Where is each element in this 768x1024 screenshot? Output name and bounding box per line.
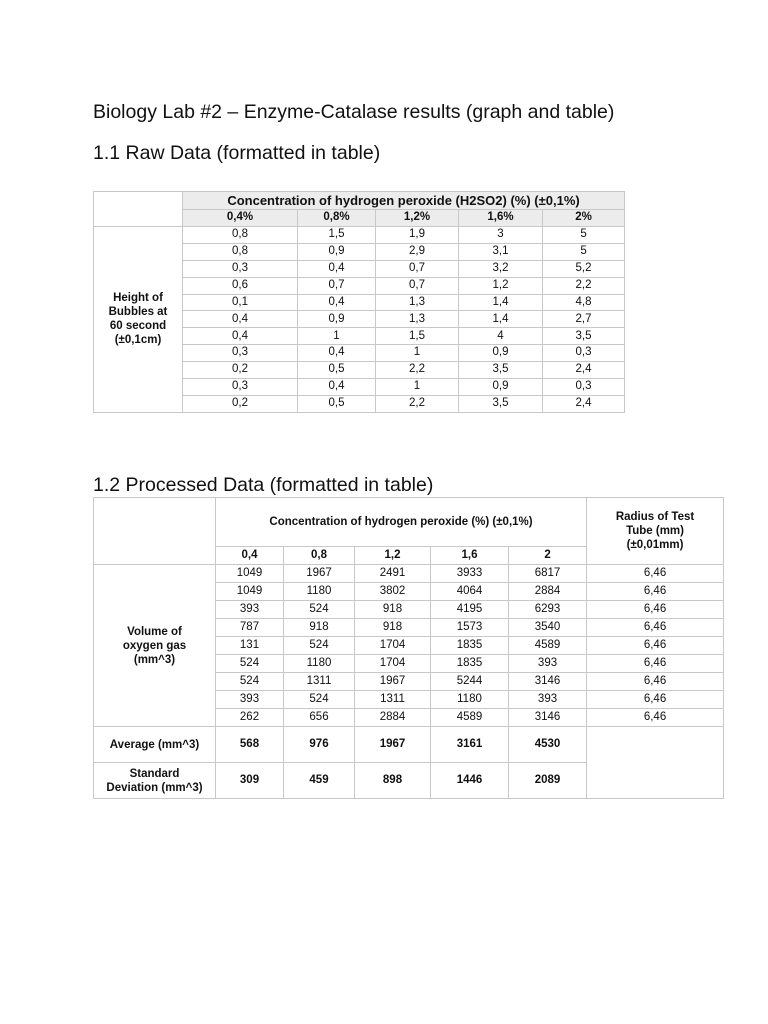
processed-col-header: 1,2 bbox=[355, 547, 431, 565]
average-row bbox=[94, 727, 724, 763]
raw-cell: 0,4 bbox=[183, 311, 298, 328]
raw-col-header: 0,4% bbox=[183, 210, 298, 227]
volume-cell: 3540 bbox=[509, 619, 587, 637]
raw-cell: 0,4 bbox=[298, 345, 376, 362]
volume-cell: 2884 bbox=[355, 709, 431, 727]
volume-row-label bbox=[94, 565, 216, 727]
raw-cell: 0,4 bbox=[298, 260, 376, 277]
average-value: 568 bbox=[216, 727, 284, 763]
raw-cell: 1,5 bbox=[376, 328, 459, 345]
volume-cell: 131 bbox=[216, 637, 284, 655]
volume-row-label-line: oxygen gas bbox=[122, 639, 187, 652]
volume-cell: 393 bbox=[216, 601, 284, 619]
raw-cell: 5,2 bbox=[543, 260, 625, 277]
std-dev-label bbox=[94, 763, 216, 799]
raw-cell: 0,5 bbox=[298, 395, 376, 412]
raw-cell: 0,9 bbox=[298, 311, 376, 328]
raw-cell: 0,9 bbox=[298, 243, 376, 260]
raw-row-label-line: Bubbles at bbox=[108, 306, 168, 319]
raw-cell: 2,4 bbox=[543, 395, 625, 412]
std-dev-value: 1446 bbox=[431, 763, 509, 799]
radius-cell: 6,46 bbox=[587, 655, 724, 673]
raw-concentration-header: Concentration of hydrogen peroxide (H2SO2) (%) (±0,1%) bbox=[183, 192, 625, 210]
processed-col-header: 2 bbox=[509, 547, 587, 565]
volume-cell: 4589 bbox=[431, 709, 509, 727]
radius-header-line: Radius of Test bbox=[615, 511, 695, 523]
radius-cell: 6,46 bbox=[587, 709, 724, 727]
volume-cell: 918 bbox=[284, 619, 355, 637]
raw-cell: 0,9 bbox=[459, 345, 543, 362]
raw-cell: 0,8 bbox=[183, 227, 298, 244]
raw-cell: 5 bbox=[543, 243, 625, 260]
raw-cell: 0,7 bbox=[376, 260, 459, 277]
raw-cell: 0,4 bbox=[298, 379, 376, 396]
std-dev-value: 2089 bbox=[509, 763, 587, 799]
radius-cell: 6,46 bbox=[587, 691, 724, 709]
raw-cell: 3 bbox=[459, 227, 543, 244]
std-dev-label-line: Standard bbox=[129, 767, 180, 780]
raw-cell: 0,6 bbox=[183, 277, 298, 294]
volume-cell: 1311 bbox=[355, 691, 431, 709]
processed-data-table bbox=[93, 497, 724, 799]
volume-cell: 393 bbox=[509, 691, 587, 709]
empty-radius-cell bbox=[587, 727, 724, 799]
raw-cell: 0,3 bbox=[183, 260, 298, 277]
raw-cell: 3,5 bbox=[543, 328, 625, 345]
raw-cell: 0,7 bbox=[298, 277, 376, 294]
raw-cell: 0,4 bbox=[183, 328, 298, 345]
volume-cell: 4589 bbox=[509, 637, 587, 655]
processed-corner-cell bbox=[94, 498, 216, 565]
volume-cell: 3933 bbox=[431, 565, 509, 583]
raw-cell: 0,9 bbox=[459, 379, 543, 396]
volume-cell: 524 bbox=[284, 691, 355, 709]
raw-cell: 2,9 bbox=[376, 243, 459, 260]
volume-cell: 1180 bbox=[284, 655, 355, 673]
radius-cell: 6,46 bbox=[587, 673, 724, 691]
volume-cell: 1049 bbox=[216, 565, 284, 583]
raw-data-heading: 1.1 Raw Data (formatted in table) bbox=[93, 142, 381, 164]
volume-cell: 262 bbox=[216, 709, 284, 727]
volume-cell: 524 bbox=[216, 655, 284, 673]
volume-cell: 4064 bbox=[431, 583, 509, 601]
raw-cell: 2,2 bbox=[376, 362, 459, 379]
raw-row-label-line: (±0,1cm) bbox=[114, 334, 162, 347]
volume-cell: 6817 bbox=[509, 565, 587, 583]
table-row bbox=[94, 565, 724, 583]
raw-cell: 0,1 bbox=[183, 294, 298, 311]
volume-cell: 2491 bbox=[355, 565, 431, 583]
volume-cell: 1967 bbox=[355, 673, 431, 691]
volume-cell: 656 bbox=[284, 709, 355, 727]
processed-col-header: 0,8 bbox=[284, 547, 355, 565]
volume-cell: 1311 bbox=[284, 673, 355, 691]
raw-col-header: 2% bbox=[543, 210, 625, 227]
raw-cell: 2,4 bbox=[543, 362, 625, 379]
average-value: 976 bbox=[284, 727, 355, 763]
volume-cell: 3802 bbox=[355, 583, 431, 601]
raw-cell: 2,2 bbox=[376, 395, 459, 412]
volume-cell: 1573 bbox=[431, 619, 509, 637]
processed-concentration-header: Concentration of hydrogen peroxide (%) (±0,1%) bbox=[216, 498, 587, 547]
volume-cell: 1835 bbox=[431, 655, 509, 673]
volume-cell: 1180 bbox=[284, 583, 355, 601]
raw-row-label bbox=[94, 227, 183, 413]
volume-cell: 5244 bbox=[431, 673, 509, 691]
raw-cell: 2,2 bbox=[543, 277, 625, 294]
radius-cell: 6,46 bbox=[587, 619, 724, 637]
std-dev-label-line: Deviation (mm^3) bbox=[106, 781, 203, 794]
raw-cell: 1,5 bbox=[298, 227, 376, 244]
raw-cell: 0,4 bbox=[298, 294, 376, 311]
volume-cell: 918 bbox=[355, 601, 431, 619]
raw-row-label-line: 60 second bbox=[109, 320, 167, 333]
raw-data-table bbox=[93, 191, 625, 413]
volume-cell: 787 bbox=[216, 619, 284, 637]
radius-cell: 6,46 bbox=[587, 583, 724, 601]
average-value: 4530 bbox=[509, 727, 587, 763]
raw-cell: 0,8 bbox=[183, 243, 298, 260]
volume-cell: 918 bbox=[355, 619, 431, 637]
raw-cell: 1 bbox=[376, 345, 459, 362]
raw-col-header: 1,2% bbox=[376, 210, 459, 227]
std-dev-value: 309 bbox=[216, 763, 284, 799]
raw-cell: 1 bbox=[376, 379, 459, 396]
raw-col-header: 0,8% bbox=[298, 210, 376, 227]
raw-cell: 0,7 bbox=[376, 277, 459, 294]
raw-col-header: 1,6% bbox=[459, 210, 543, 227]
average-label: Average (mm^3) bbox=[94, 727, 216, 763]
raw-cell: 4 bbox=[459, 328, 543, 345]
radius-cell: 6,46 bbox=[587, 637, 724, 655]
volume-cell: 393 bbox=[216, 691, 284, 709]
radius-cell: 6,46 bbox=[587, 565, 724, 583]
volume-cell: 393 bbox=[509, 655, 587, 673]
raw-cell: 0,3 bbox=[543, 345, 625, 362]
raw-cell: 2,7 bbox=[543, 311, 625, 328]
raw-cell: 5 bbox=[543, 227, 625, 244]
volume-cell: 1180 bbox=[431, 691, 509, 709]
volume-cell: 1967 bbox=[284, 565, 355, 583]
volume-cell: 1704 bbox=[355, 655, 431, 673]
average-value: 1967 bbox=[355, 727, 431, 763]
raw-cell: 1,4 bbox=[459, 294, 543, 311]
raw-cell: 3,5 bbox=[459, 395, 543, 412]
raw-cell: 3,1 bbox=[459, 243, 543, 260]
processed-data-heading: 1.2 Processed Data (formatted in table) bbox=[93, 474, 434, 496]
std-dev-value: 459 bbox=[284, 763, 355, 799]
raw-cell: 0,5 bbox=[298, 362, 376, 379]
volume-cell: 4195 bbox=[431, 601, 509, 619]
raw-cell: 1,3 bbox=[376, 294, 459, 311]
radius-header-line: Tube (mm) bbox=[626, 525, 684, 537]
volume-cell: 524 bbox=[284, 601, 355, 619]
raw-cell: 0,3 bbox=[543, 379, 625, 396]
raw-cell: 4,8 bbox=[543, 294, 625, 311]
processed-col-header: 0,4 bbox=[216, 547, 284, 565]
raw-cell: 0,3 bbox=[183, 379, 298, 396]
raw-cell: 1 bbox=[298, 328, 376, 345]
volume-row-label-line: (mm^3) bbox=[133, 653, 176, 666]
processed-col-header: 1,6 bbox=[431, 547, 509, 565]
volume-cell: 524 bbox=[216, 673, 284, 691]
raw-cell: 1,4 bbox=[459, 311, 543, 328]
volume-cell: 6293 bbox=[509, 601, 587, 619]
raw-cell: 0,2 bbox=[183, 395, 298, 412]
volume-cell: 3146 bbox=[509, 673, 587, 691]
volume-cell: 1049 bbox=[216, 583, 284, 601]
page-title: Biology Lab #2 – Enzyme-Catalase results (graph and table) bbox=[93, 101, 615, 123]
volume-cell: 2884 bbox=[509, 583, 587, 601]
raw-cell: 0,3 bbox=[183, 345, 298, 362]
raw-cell: 1,9 bbox=[376, 227, 459, 244]
raw-row-label-line: Height of bbox=[113, 292, 163, 305]
raw-cell: 3,2 bbox=[459, 260, 543, 277]
radius-cell: 6,46 bbox=[587, 601, 724, 619]
raw-cell: 3,5 bbox=[459, 362, 543, 379]
std-dev-value: 898 bbox=[355, 763, 431, 799]
average-value: 3161 bbox=[431, 727, 509, 763]
volume-cell: 524 bbox=[284, 637, 355, 655]
raw-corner-cell bbox=[94, 192, 183, 227]
raw-cell: 0,2 bbox=[183, 362, 298, 379]
raw-cell: 1,3 bbox=[376, 311, 459, 328]
radius-header-line: (±0,01mm) bbox=[626, 539, 684, 551]
volume-cell: 1704 bbox=[355, 637, 431, 655]
volume-row-label-line: Volume of bbox=[127, 625, 182, 638]
table-row bbox=[94, 227, 625, 244]
volume-cell: 3146 bbox=[509, 709, 587, 727]
volume-cell: 1835 bbox=[431, 637, 509, 655]
raw-cell: 1,2 bbox=[459, 277, 543, 294]
radius-header bbox=[587, 498, 724, 565]
